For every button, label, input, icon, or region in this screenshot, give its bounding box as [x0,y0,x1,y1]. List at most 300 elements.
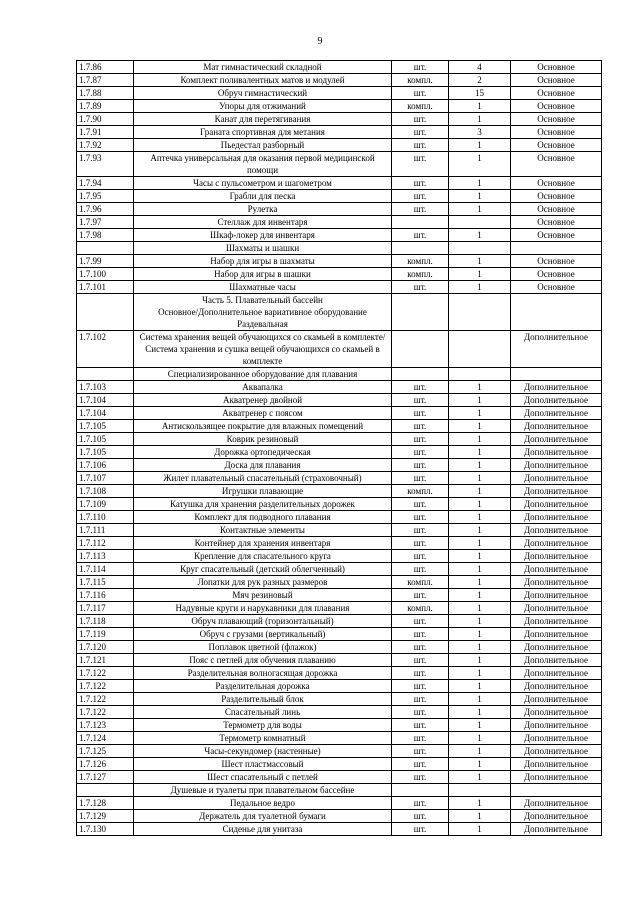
item-number: 1.7.128 [77,797,134,810]
item-type: Основное [511,281,602,294]
item-number: 1.7.116 [77,589,134,602]
header-empty-cell [77,294,134,307]
item-type: Дополнительное [511,537,602,550]
header-empty-cell [77,306,134,318]
table-row [77,537,602,550]
item-number: 1.7.119 [77,628,134,641]
item-name: Дорожка ортопедическая [134,446,392,459]
item-name: Разделительная волногасящая дорожка [134,667,392,680]
item-name: Аквапалка [134,381,392,394]
item-quantity: 1 [449,433,511,446]
item-number: 1.7.125 [77,745,134,758]
table-row [77,407,602,420]
item-number: 1.7.86 [77,61,134,74]
section-header-row [77,318,602,331]
item-number: 1.7.129 [77,810,134,823]
table-row [77,381,602,394]
item-name: Контейнер для хранения инвентаря [134,537,392,550]
item-number: 1.7.118 [77,615,134,628]
item-type: Дополнительное [511,706,602,719]
item-type: Основное [511,203,602,216]
table-row [77,177,602,190]
table-row [77,693,602,706]
section-header-row [77,784,602,797]
table-row [77,139,602,152]
equipment-table [76,60,602,836]
item-type: Дополнительное [511,407,602,420]
item-unit: шт. [392,177,449,190]
item-name: Грабли для песка [134,190,392,203]
table-row [77,87,602,100]
item-name: Обруч плавающий (горизонтальный) [134,615,392,628]
item-name: Мяч резиновый [134,589,392,602]
item-unit: шт. [392,654,449,667]
item-quantity: 1 [449,281,511,294]
table-row [77,719,602,732]
table-row [77,113,602,126]
item-name: Шест пластмассовый [134,758,392,771]
item-number: 1.7.100 [77,268,134,281]
item-name: Игрушки плавающие [134,485,392,498]
item-name: Аптечка универсальная для оказания первой медицинской помощи [134,152,392,177]
table-row [77,797,602,810]
item-type: Основное [511,139,602,152]
item-name: Жилет плавательный спасательный (страховочный) [134,472,392,485]
table-row [77,229,602,242]
item-unit: шт. [392,537,449,550]
item-unit: шт. [392,680,449,693]
header-empty-cell [77,242,134,255]
item-number: 1.7.96 [77,203,134,216]
item-quantity: 1 [449,511,511,524]
item-number: 1.7.112 [77,537,134,550]
section-header-row [77,368,602,381]
item-type: Дополнительное [511,446,602,459]
item-name: Лопатки для рук разных размеров [134,576,392,589]
item-name: Спасательный линь [134,706,392,719]
item-type: Основное [511,216,602,229]
item-name: Часы с пульсометром и шагометром [134,177,392,190]
item-quantity: 1 [449,420,511,433]
item-unit: шт. [392,589,449,602]
item-unit: шт. [392,615,449,628]
item-type: Дополнительное [511,459,602,472]
item-type: Дополнительное [511,758,602,771]
table-row [77,446,602,459]
item-unit: компл. [392,485,449,498]
item-quantity: 1 [449,576,511,589]
item-quantity: 1 [449,550,511,563]
item-name: Шкаф-локер для инвентаря [134,229,392,242]
item-quantity: 1 [449,771,511,784]
item-quantity: 1 [449,113,511,126]
item-unit: шт. [392,641,449,654]
item-type: Дополнительное [511,524,602,537]
item-number: 1.7.127 [77,771,134,784]
item-name: Обруч гимнастический [134,87,392,100]
item-unit: компл. [392,576,449,589]
item-name: Контактные элементы [134,524,392,537]
item-quantity: 1 [449,381,511,394]
item-type: Основное [511,126,602,139]
item-name: Поплавок цветной (флажок) [134,641,392,654]
item-type: Дополнительное [511,563,602,576]
item-unit: шт. [392,797,449,810]
section-header-row [77,294,602,307]
item-unit: шт. [392,732,449,745]
item-quantity: 1 [449,667,511,680]
item-unit: шт. [392,524,449,537]
table-row [77,667,602,680]
item-quantity: 1 [449,706,511,719]
section-header-row [77,306,602,318]
item-name: Шест спасательный с петлей [134,771,392,784]
item-type: Дополнительное [511,394,602,407]
item-unit: шт. [392,190,449,203]
item-quantity: 1 [449,177,511,190]
section-header: Основное/Дополнительное вариативное оборудование [134,306,392,318]
item-name: Комплект для подводного плавания [134,511,392,524]
section-header: Специализированное оборудование для плавания [134,368,392,381]
item-quantity: 1 [449,203,511,216]
table-row [77,281,602,294]
item-number: 1.7.91 [77,126,134,139]
item-type: Основное [511,87,602,100]
section-header: Раздевальная [134,318,392,331]
table-row [77,771,602,784]
item-unit: шт. [392,498,449,511]
item-quantity: 1 [449,615,511,628]
header-empty-cell [77,368,134,381]
page-number: 9 [317,36,323,47]
section-header-row [77,242,602,255]
item-quantity: 1 [449,229,511,242]
item-unit: шт. [392,420,449,433]
item-name: Надувные круги и нарукавники для плавания [134,602,392,615]
item-unit: шт. [392,550,449,563]
item-quantity: 1 [449,719,511,732]
item-unit: шт. [392,628,449,641]
table-row [77,190,602,203]
header-empty-cell [449,242,511,255]
item-number: 1.7.121 [77,654,134,667]
header-empty-cell [511,318,602,331]
item-name: Катушка для хранения разделительных дорожек [134,498,392,511]
item-quantity: 1 [449,524,511,537]
item-number: 1.7.89 [77,100,134,113]
item-number: 1.7.130 [77,823,134,836]
item-number: 1.7.120 [77,641,134,654]
header-empty-cell [392,242,449,255]
item-number: 1.7.123 [77,719,134,732]
item-number: 1.7.126 [77,758,134,771]
item-number: 1.7.122 [77,693,134,706]
table-row [77,563,602,576]
item-number: 1.7.108 [77,485,134,498]
item-type: Дополнительное [511,498,602,511]
header-empty-cell [511,242,602,255]
item-number: 1.7.117 [77,602,134,615]
item-unit: шт. [392,407,449,420]
item-type: Основное [511,74,602,87]
item-unit: компл. [392,255,449,268]
item-type: Дополнительное [511,810,602,823]
item-unit: компл. [392,100,449,113]
item-type: Дополнительное [511,331,602,368]
item-name: Шахматные часы [134,281,392,294]
item-number: 1.7.101 [77,281,134,294]
item-number: 1.7.122 [77,680,134,693]
item-unit: шт. [392,511,449,524]
item-name: Акватренер с поясом [134,407,392,420]
item-type: Дополнительное [511,680,602,693]
item-type: Дополнительное [511,615,602,628]
item-type: Основное [511,61,602,74]
item-name: Обруч с грузами (вертикальный) [134,628,392,641]
item-number: 1.7.107 [77,472,134,485]
table-row [77,615,602,628]
item-type: Основное [511,113,602,126]
item-unit: компл. [392,268,449,281]
header-empty-cell [511,368,602,381]
table-row [77,524,602,537]
item-number: 1.7.105 [77,433,134,446]
header-empty-cell [449,306,511,318]
item-quantity: 1 [449,693,511,706]
item-number: 1.7.104 [77,407,134,420]
item-name: Разделительный блок [134,693,392,706]
item-number: 1.7.98 [77,229,134,242]
table-row [77,100,602,113]
header-empty-cell [449,318,511,331]
header-empty-cell [392,318,449,331]
item-name: Система хранения вещей обучающихся со скамьей в комплекте/Система хранения и сушка вещей обучающихся со скамьей в комплекте [134,331,392,368]
item-quantity: 1 [449,680,511,693]
item-quantity: 1 [449,268,511,281]
item-number: 1.7.90 [77,113,134,126]
item-number: 1.7.97 [77,216,134,229]
table-row [77,255,602,268]
item-quantity: 1 [449,472,511,485]
item-name: Держатель для туалетной бумаги [134,810,392,823]
table-row [77,126,602,139]
header-empty-cell [511,306,602,318]
item-quantity: 1 [449,139,511,152]
header-empty-cell [392,784,449,797]
item-number: 1.7.113 [77,550,134,563]
item-quantity: 1 [449,732,511,745]
item-type: Дополнительное [511,693,602,706]
item-name: Антискользящее покрытие для влажных помещений [134,420,392,433]
item-type: Основное [511,255,602,268]
item-type: Дополнительное [511,628,602,641]
item-number: 1.7.88 [77,87,134,100]
item-name: Пояс с петлей для обучения плаванию [134,654,392,667]
item-type: Дополнительное [511,602,602,615]
item-type: Дополнительное [511,381,602,394]
item-unit: шт. [392,229,449,242]
item-quantity: 1 [449,459,511,472]
table-row [77,745,602,758]
item-quantity [449,216,511,229]
table-row [77,433,602,446]
item-unit: шт. [392,810,449,823]
item-quantity: 1 [449,563,511,576]
header-empty-cell [392,306,449,318]
item-quantity: 3 [449,126,511,139]
item-number: 1.7.111 [77,524,134,537]
item-type: Основное [511,152,602,177]
item-quantity: 1 [449,823,511,836]
header-empty-cell [449,294,511,307]
item-unit: шт. [392,203,449,216]
item-quantity: 1 [449,190,511,203]
item-name: Рулетка [134,203,392,216]
item-number: 1.7.124 [77,732,134,745]
table-row [77,628,602,641]
item-number: 1.7.94 [77,177,134,190]
item-quantity: 1 [449,654,511,667]
item-type: Дополнительное [511,589,602,602]
item-number: 1.7.99 [77,255,134,268]
item-type: Дополнительное [511,472,602,485]
table-row [77,74,602,87]
section-header: Часть 5. Плавательный бассейн [134,294,392,307]
item-name: Пьедестал разборный [134,139,392,152]
item-name: Термометр для воды [134,719,392,732]
item-unit [392,331,449,368]
item-unit: шт. [392,719,449,732]
table-row [77,550,602,563]
item-unit: шт. [392,381,449,394]
item-type: Дополнительное [511,433,602,446]
item-number: 1.7.114 [77,563,134,576]
table-row [77,216,602,229]
item-name: Мат гимнастический складной [134,61,392,74]
item-name: Коврик резиновый [134,433,392,446]
equipment-table-body [77,61,602,836]
item-name: Доска для плавания [134,459,392,472]
item-unit: шт. [392,771,449,784]
item-type: Дополнительное [511,771,602,784]
table-row [77,459,602,472]
item-unit: шт. [392,745,449,758]
item-quantity: 2 [449,74,511,87]
header-empty-cell [392,294,449,307]
item-type: Дополнительное [511,719,602,732]
item-number: 1.7.95 [77,190,134,203]
item-number: 1.7.110 [77,511,134,524]
item-quantity: 1 [449,628,511,641]
table-row [77,203,602,216]
section-header: Шахматы и шашки [134,242,392,255]
table-row [77,331,602,368]
item-number: 1.7.106 [77,459,134,472]
table-row [77,680,602,693]
header-empty-cell [77,318,134,331]
item-number: 1.7.109 [77,498,134,511]
item-name: Канат для перетягивания [134,113,392,126]
header-empty-cell [511,784,602,797]
header-empty-cell [511,294,602,307]
item-unit: шт. [392,472,449,485]
table-row [77,706,602,719]
item-type: Дополнительное [511,511,602,524]
item-name: Термометр комнатный [134,732,392,745]
table-row [77,589,602,602]
item-name: Стеллаж для инвентаря [134,216,392,229]
item-quantity: 1 [449,407,511,420]
table-row [77,823,602,836]
item-quantity: 1 [449,589,511,602]
item-number: 1.7.105 [77,420,134,433]
item-unit: шт. [392,281,449,294]
item-number: 1.7.104 [77,394,134,407]
item-unit: компл. [392,602,449,615]
table-row [77,498,602,511]
item-name: Упоры для отжиманий [134,100,392,113]
table-row [77,472,602,485]
item-unit: шт. [392,113,449,126]
section-header: Душевые и туалеты при плавательном бассейне [134,784,392,797]
table-row [77,654,602,667]
item-name: Педальное ведро [134,797,392,810]
item-unit: шт. [392,446,449,459]
item-type: Основное [511,268,602,281]
item-type: Дополнительное [511,420,602,433]
table-row [77,732,602,745]
item-name: Комплект поливалентных матов и модулей [134,74,392,87]
item-unit: шт. [392,563,449,576]
item-quantity: 1 [449,446,511,459]
table-row [77,810,602,823]
item-quantity: 1 [449,100,511,113]
item-quantity [449,331,511,368]
table-row [77,61,602,74]
item-unit: шт. [392,87,449,100]
item-unit: шт. [392,433,449,446]
item-type: Дополнительное [511,823,602,836]
item-number: 1.7.115 [77,576,134,589]
item-unit: шт. [392,139,449,152]
item-type: Дополнительное [511,550,602,563]
item-name: Акватренер двойной [134,394,392,407]
header-empty-cell [392,368,449,381]
item-type: Дополнительное [511,576,602,589]
item-name: Сиденье для унитаза [134,823,392,836]
item-unit: шт. [392,693,449,706]
item-unit: шт. [392,394,449,407]
header-empty-cell [449,368,511,381]
item-unit: шт. [392,758,449,771]
item-name: Крепление для спасательного круга [134,550,392,563]
item-quantity: 1 [449,602,511,615]
item-unit: шт. [392,459,449,472]
item-quantity: 15 [449,87,511,100]
item-number: 1.7.93 [77,152,134,177]
item-number: 1.7.102 [77,331,134,368]
item-quantity: 4 [449,61,511,74]
item-type: Дополнительное [511,654,602,667]
item-name: Круг спасательный (детский облегченный) [134,563,392,576]
table-row [77,394,602,407]
item-type: Основное [511,100,602,113]
item-quantity: 1 [449,810,511,823]
item-name: Набор для игры в шахматы [134,255,392,268]
item-name: Разделительная дорожка [134,680,392,693]
table-row [77,576,602,589]
table-row [77,641,602,654]
